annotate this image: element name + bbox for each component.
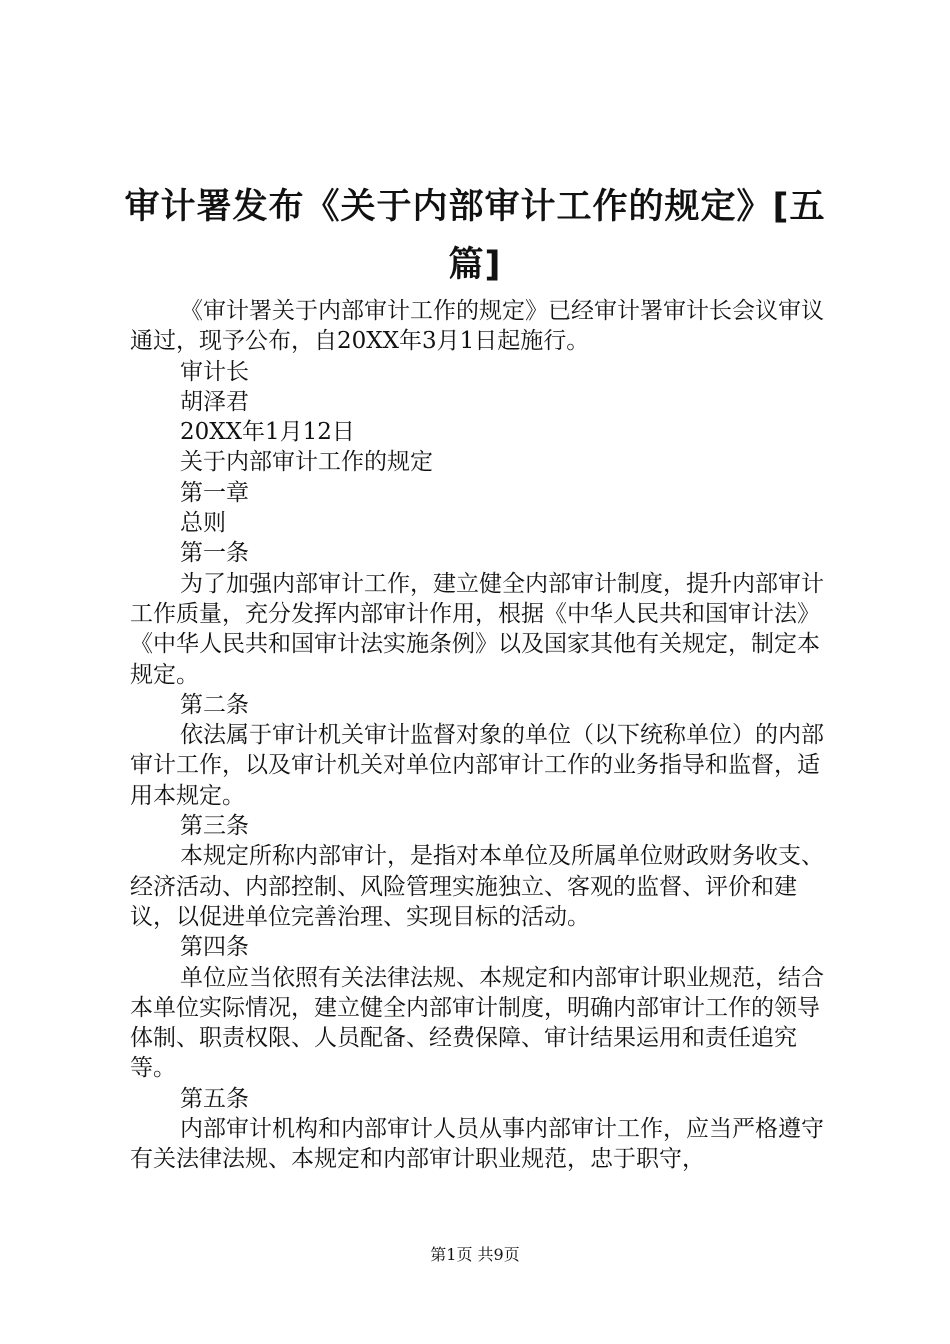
paragraph: 胡泽君: [180, 388, 249, 415]
article-heading: 第二条: [180, 691, 249, 718]
chapter-heading: 第一章: [180, 479, 249, 506]
article-heading: 第三条: [180, 813, 249, 840]
page-footer: 第1页 共9页: [430, 1245, 520, 1264]
paragraph: 关于内部审计工作的规定: [180, 449, 433, 476]
paragraph: 本规定所称内部审计，是指对本单位及所属单位财政财务收支、经济活动、内部控制、风险管理实施独立、客观的监督、评价和建议，以促进单位完善治理、实现目标的活动。: [130, 843, 824, 930]
paragraph: 《审计署关于内部审计工作的规定》已经审计署审计长会议审议通过，现予公布，自20XX年3月1日起施行。: [130, 298, 824, 355]
paragraph: 20XX年1月12日: [180, 419, 355, 446]
document-title: 审计署发布《关于内部审计工作的规定》[五篇]: [124, 187, 826, 285]
article-heading: 第一条: [180, 540, 249, 567]
chapter-title: 总则: [180, 510, 226, 537]
paragraph: 审计长: [180, 358, 249, 385]
article-heading: 第四条: [180, 934, 249, 961]
paragraph: 单位应当依照有关法律法规、本规定和内部审计职业规范，结合本单位实际情况，建立健全内部审计制度，明确内部审计工作的领导体制、职责权限、人员配备、经费保障、审计结果运用和责任追究等。: [130, 964, 824, 1082]
paragraph: 内部审计机构和内部审计人员从事内部审计工作，应当严格遵守有关法律法规、本规定和内部审计职业规范，忠于职守，: [130, 1116, 824, 1173]
paragraph: 为了加强内部审计工作，建立健全内部审计制度，提升内部审计工作质量，充分发挥内部审计作用，根据《中华人民共和国审计法》《中华人民共和国审计法实施条例》以及国家其他有关规定，制定本规定。: [130, 570, 824, 688]
article-heading: 第五条: [180, 1085, 249, 1112]
document-body: [130, 296, 830, 1175]
paragraph: 依法属于审计机关审计监督对象的单位（以下统称单位）的内部审计工作，以及审计机关对单位内部审计工作的业务指导和监督，适用本规定。: [130, 722, 824, 809]
